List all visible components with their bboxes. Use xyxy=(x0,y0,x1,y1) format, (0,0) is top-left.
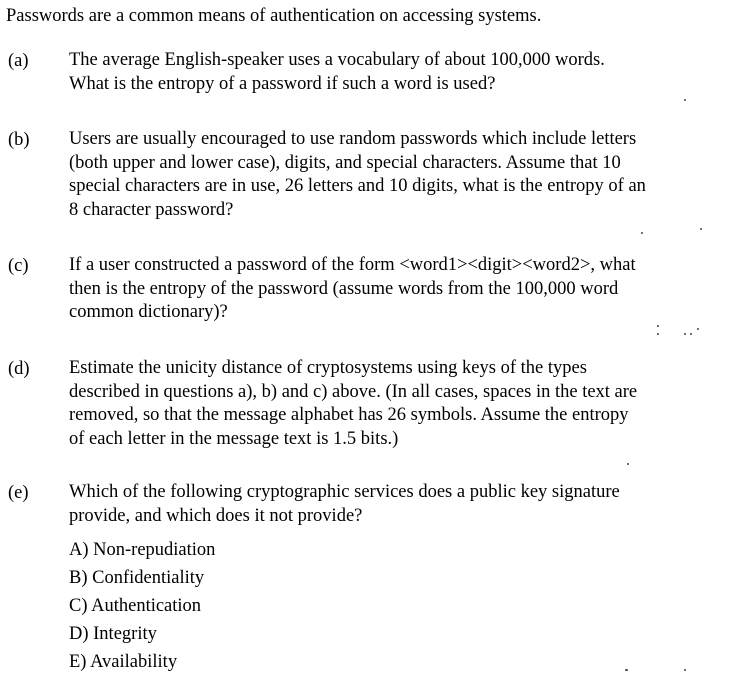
question-label: (a) xyxy=(8,51,29,71)
question-line: 8 character password? xyxy=(69,199,234,220)
question-line: Users are usually encouraged to use random passwords which include letters xyxy=(69,129,637,149)
scan-speck xyxy=(684,669,686,671)
scan-speck xyxy=(657,333,659,335)
question-label: (e) xyxy=(8,483,29,503)
question-label: (d) xyxy=(8,359,30,379)
option-d: D) Integrity xyxy=(69,624,157,644)
question-text xyxy=(69,254,709,325)
question-line: described in questions a), b) and c) above. (In all cases, spaces in the text are xyxy=(69,381,638,402)
scan-speck xyxy=(641,232,643,234)
question-text xyxy=(69,49,709,96)
question-text xyxy=(69,128,709,222)
option-c: C) Authentication xyxy=(69,596,202,616)
question-line: If a user constructed a password of the form <word1><digit><word2>, what xyxy=(69,255,636,275)
question-line: common dictionary)? xyxy=(69,302,228,322)
scan-speck xyxy=(697,328,699,330)
scan-speck xyxy=(657,325,659,327)
scan-speck xyxy=(690,333,692,335)
question-line: removed, so that the message alphabet has 26 symbols. Assume the entropy xyxy=(69,405,629,425)
scan-speck xyxy=(684,99,686,101)
question-line: Which of the following cryptographic services does a public key signature xyxy=(69,482,620,502)
question-line: The average English-speaker uses a vocabulary of about 100,000 words. xyxy=(69,50,605,70)
question-line: special characters are in use, 26 letters and 10 digits, what is the entropy of an xyxy=(69,176,646,196)
question-line: provide, and which does it not provide? xyxy=(69,505,363,526)
option-e: E) Availability xyxy=(69,652,178,672)
question-line: then is the entropy of the password (assume words from the 100,000 word xyxy=(69,278,619,299)
option-a: A) Non-repudiation xyxy=(69,540,216,560)
question-line: (both upper and lower case), digits, and special characters. Assume that 10 xyxy=(69,152,621,173)
question-line: Estimate the unicity distance of cryptosystems using keys of the types xyxy=(69,358,587,378)
question-label: (c) xyxy=(8,256,29,276)
question-line: of each letter in the message text is 1.5 bits.) xyxy=(69,428,399,449)
scan-speck xyxy=(700,228,702,230)
scan-speck xyxy=(684,333,686,335)
answer-options xyxy=(69,536,215,676)
question-text xyxy=(69,481,709,528)
scan-speck xyxy=(625,669,628,671)
question-line: What is the entropy of a password if such a word is used? xyxy=(69,73,496,94)
intro-text: Passwords are a common means of authentication on accessing systems. xyxy=(6,6,542,26)
option-b: B) Confidentiality xyxy=(69,568,205,588)
question-text xyxy=(69,357,709,451)
scan-speck xyxy=(627,463,629,465)
question-label: (b) xyxy=(8,130,30,150)
